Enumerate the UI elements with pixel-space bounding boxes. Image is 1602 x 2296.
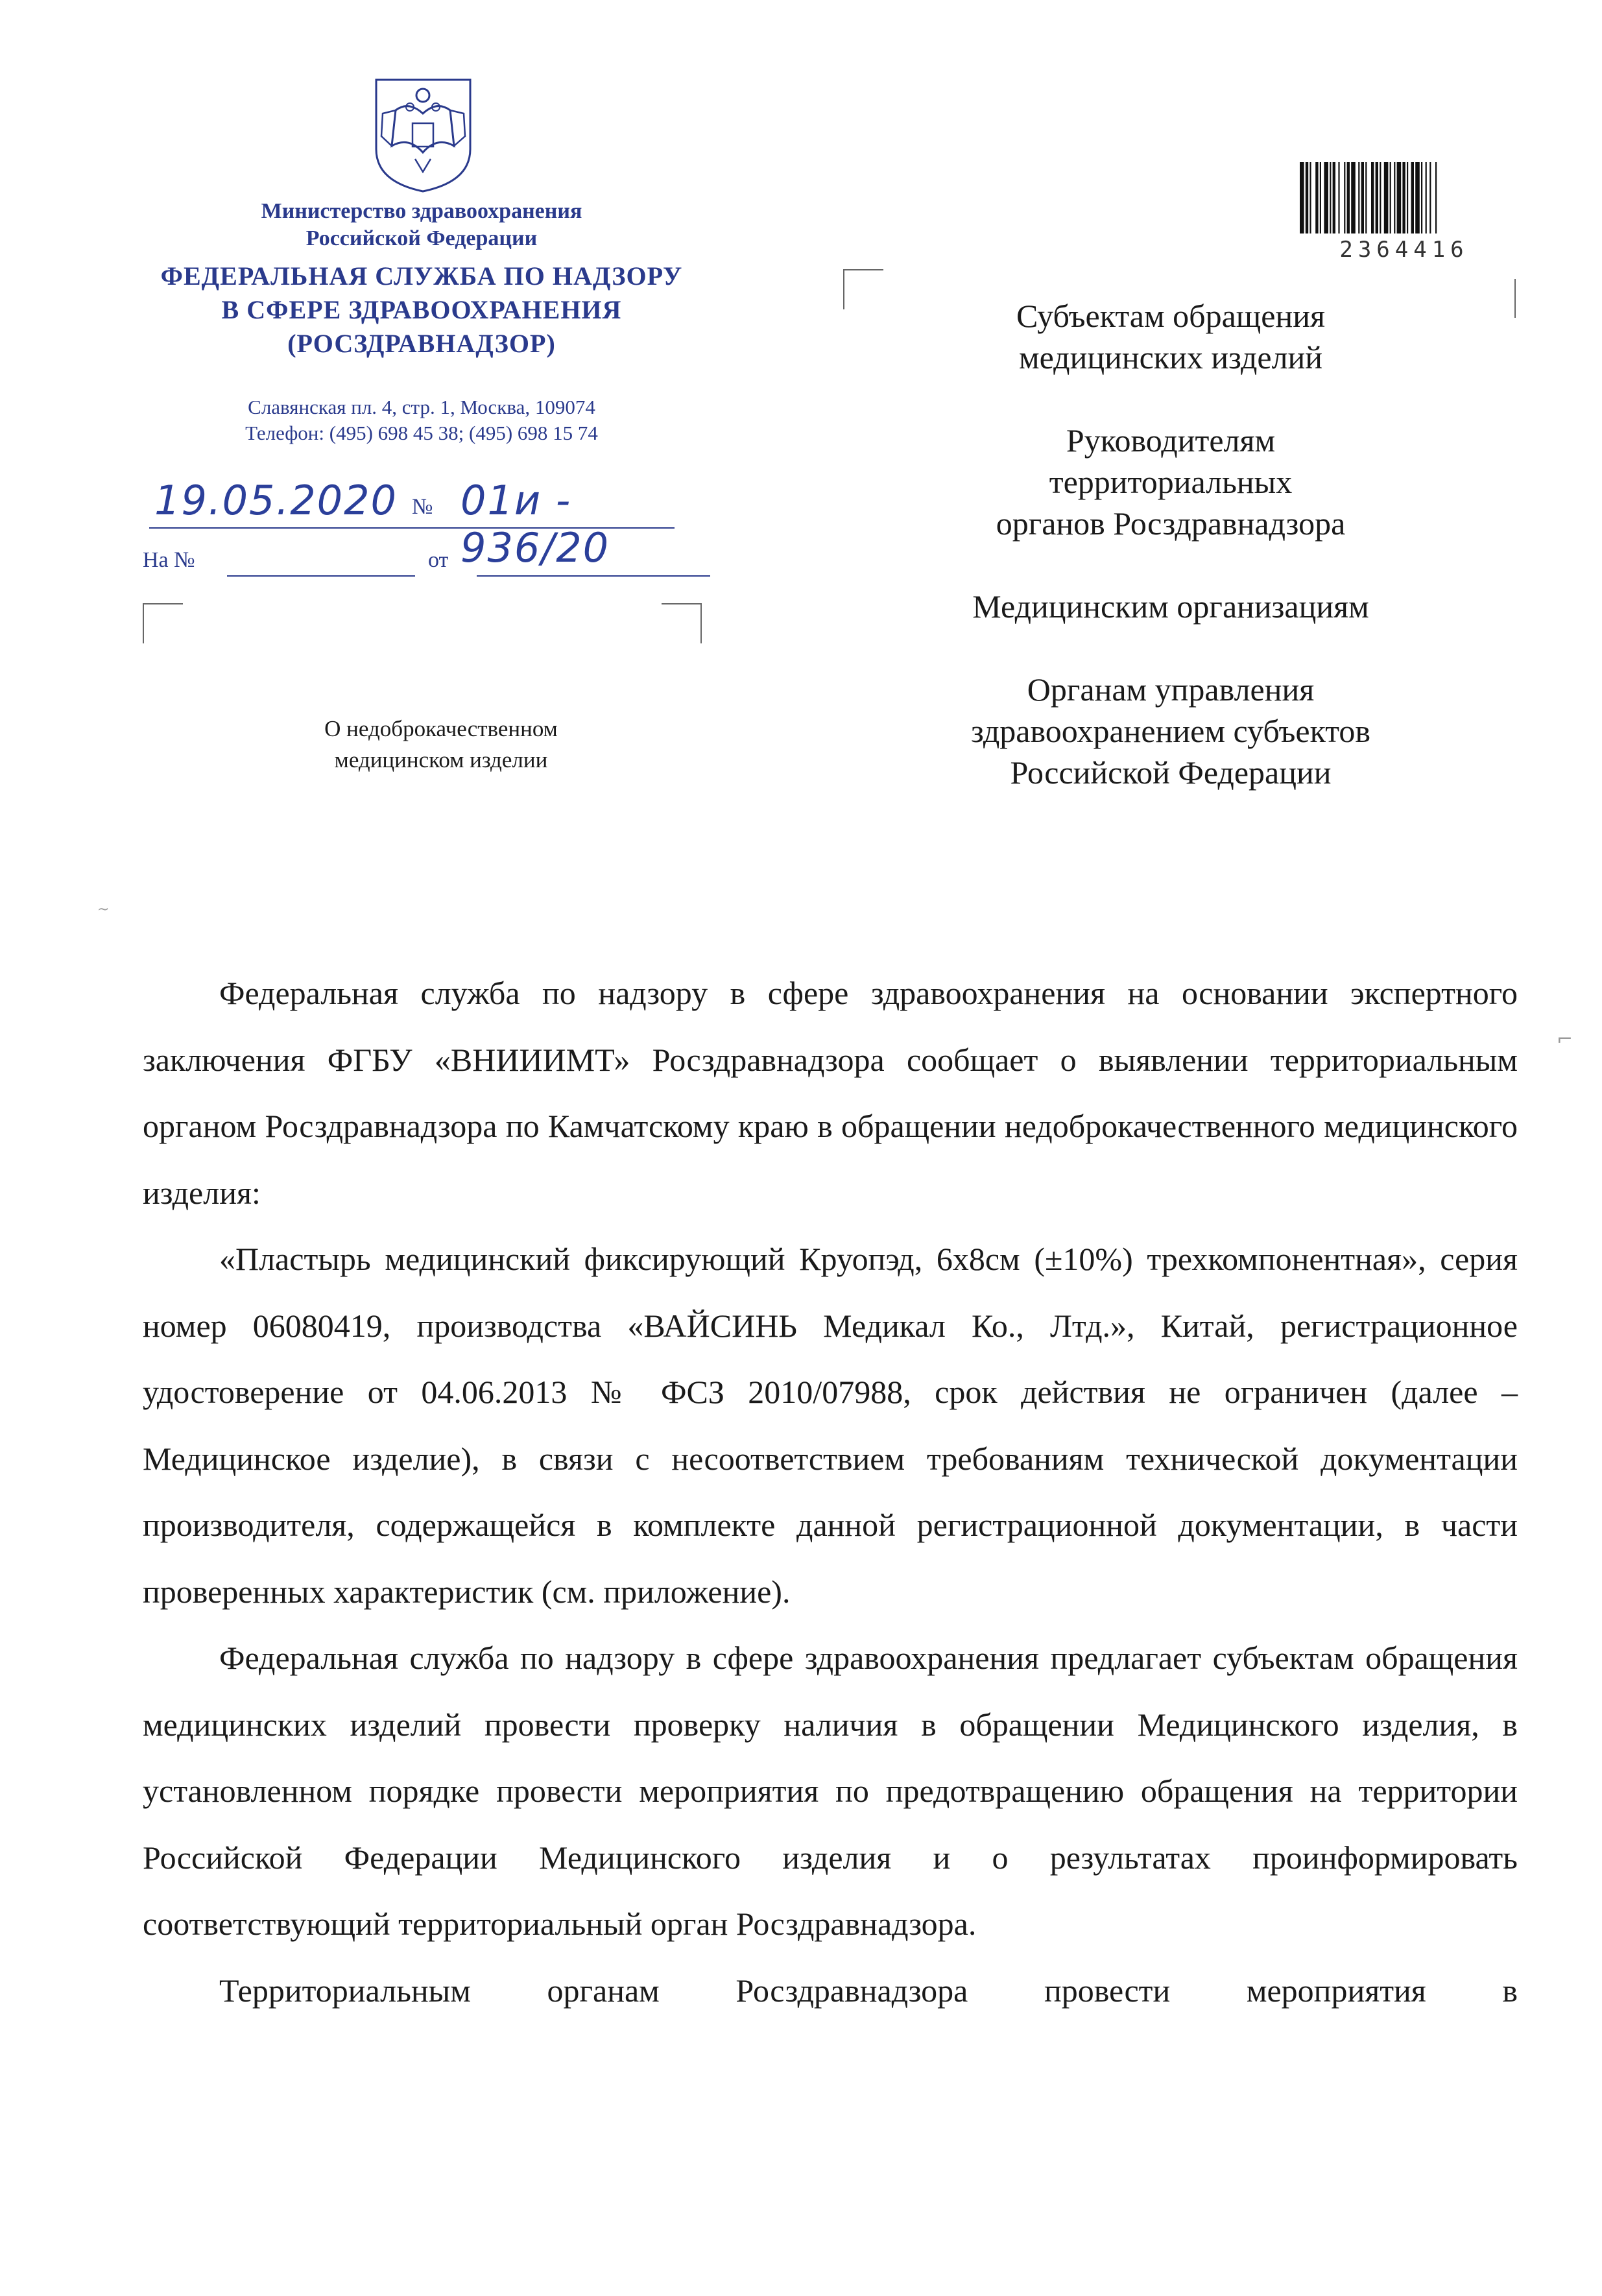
addressee-list (895, 295, 1446, 835)
corner-mark (662, 603, 702, 643)
barcode-bar (1338, 162, 1339, 233)
barcode-bar (1371, 162, 1374, 233)
barcode-bar (1435, 162, 1437, 233)
barcode-bar (1333, 162, 1335, 233)
barcode-bar (1384, 162, 1389, 233)
barcode-bar (1407, 162, 1408, 233)
addressee-group: Субъектам обращения медицинских изделий (1016, 298, 1325, 376)
reference-line (143, 548, 713, 580)
barcode-bar (1347, 162, 1350, 233)
scan-mark: ⌐ (1557, 1028, 1573, 1051)
barcode-bar (1415, 162, 1420, 233)
reference-date-blank (477, 575, 710, 577)
barcode-bar (1344, 162, 1345, 233)
barcode-bar (1365, 162, 1367, 233)
reference-number-blank (227, 575, 415, 577)
barcode-bar (1324, 162, 1328, 233)
barcode-bar (1390, 162, 1391, 233)
address-line: Славянская пл. 4, стр. 1, Москва, 109074 (248, 396, 595, 418)
registration-number: 01и - 936/20 (460, 477, 610, 571)
barcode-bar (1300, 162, 1304, 233)
barcode-bar (1429, 162, 1431, 233)
addressee-group: Медицинским организациям (972, 588, 1369, 625)
barcode-bar (1426, 162, 1427, 233)
barcode-bar (1309, 162, 1311, 233)
addressee-group: Руководителям территориальных органов Росздравнадзора (996, 422, 1346, 542)
barcode-bar (1421, 162, 1422, 233)
addressee-group: Органам управления здравоохранением субъектов Российской Федерации (970, 671, 1371, 791)
barcode-bar (1394, 162, 1395, 233)
registration-underline (149, 527, 675, 529)
barcode-bar (1358, 162, 1359, 233)
barcode-bar (1380, 162, 1381, 233)
letter-subject: О недоброкачественном медицинском изделии (324, 716, 558, 772)
barcode-bar (1315, 162, 1318, 233)
body-paragraph: Федеральная служба по надзору в сфере здравоохранения предлагает субъектам обращения медицинских изделий провести проверку наличия в обращении Медицинского изделия, в установленном порядке провести мероприятия по предотвращению обращения на территории Российской Федерации Медицинского изделия и о результатах проинформировать соответствующий территориальный орган Росздравнадзора. (143, 1640, 1518, 1942)
body-paragraph: «Пластырь медицинский фиксирующий Круопэд, 6х8см (±10%) трехкомпонентная», серия номер 06080419, производства «ВАЙСИНЬ Медикал Ко., Лтд.», Китай, регистрационное удостоверение от 04.06.2013 № ФСЗ 2010/07988, срок действия не ограничен (далее – Медицинское изделие), в связи с несоответствием требованиям технической документации производителя, содержащейся в комплекте данной регистрационной документации, в части проверенных характеристик (см. приложение). (143, 1241, 1518, 1610)
letter-body (143, 960, 1518, 2024)
barcode-bar (1397, 162, 1402, 233)
corner-mark (843, 269, 883, 309)
barcode-bar (1330, 162, 1331, 233)
phone-line: Телефон: (495) 698 45 38; (495) 698 15 74 (245, 422, 598, 444)
number-sign: № (412, 495, 433, 519)
service-name: ФЕДЕРАЛЬНАЯ СЛУЖБА ПО НАДЗОРУ В СФЕРЕ ЗДРАВООХРАНЕНИЯ (РОСЗДРАВНАДЗОР) (160, 261, 683, 358)
reference-date-label: от (428, 548, 449, 572)
barcode-bar (1411, 162, 1414, 233)
ministry-name: Министерство здравоохранения Российской Федерации (261, 199, 582, 250)
barcode-bar (1351, 162, 1356, 233)
registration-date: 19.05.2020 (154, 477, 398, 524)
barcode (1297, 162, 1511, 233)
service-address (130, 394, 713, 446)
barcode-bar (1361, 162, 1364, 233)
barcode-bar (1306, 162, 1308, 233)
barcode-bar (1402, 162, 1405, 233)
reference-number-label: На № (143, 548, 195, 572)
coat-of-arms-icon (370, 75, 477, 195)
corner-mark (1514, 279, 1516, 318)
corner-mark (143, 603, 183, 643)
barcode-number: 2364416 (1339, 237, 1469, 263)
barcode-bar (1376, 162, 1378, 233)
barcode-bar (1320, 162, 1321, 233)
scan-mark: ~ (97, 902, 110, 918)
body-paragraph: Территориальным органам Росздравнадзора провести мероприятия в (219, 1972, 1518, 2009)
body-paragraph: Федеральная служба по надзору в сфере здравоохранения на основании экспертного заключения ФГБУ «ВНИИИМТ» Росздравнадзора сообщает о выявлении территориальным органом Росздравнадзора по Камчатскому краю в обращении недоброкачественного медицинского изделия: (143, 975, 1518, 1211)
